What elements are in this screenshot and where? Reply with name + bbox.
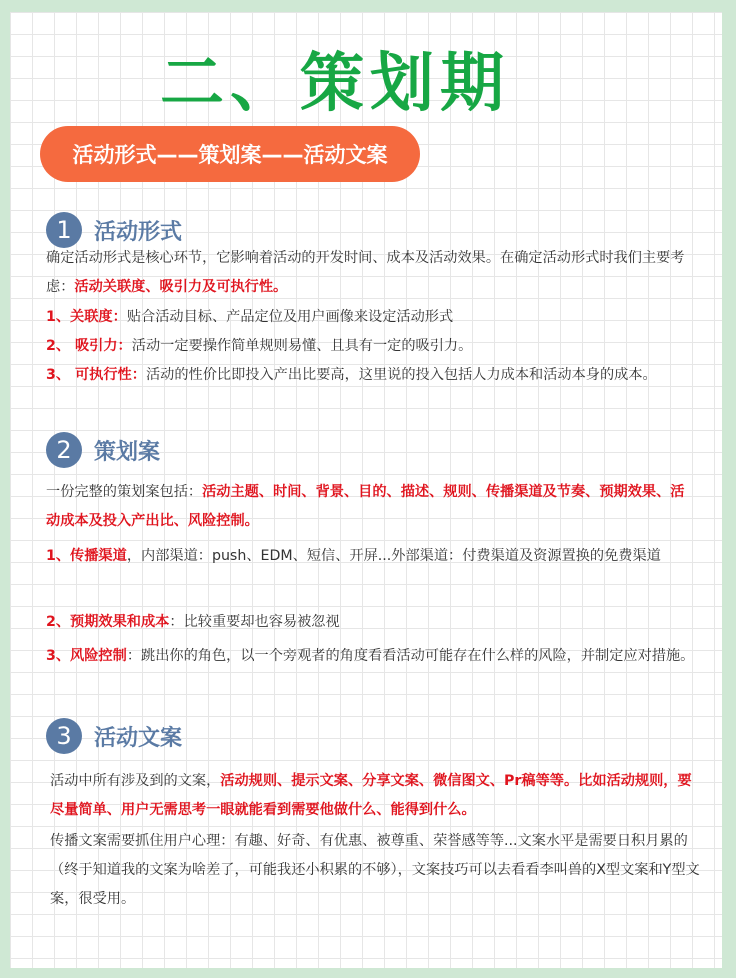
section-2-intro [46,478,698,536]
section-1-item-2 [46,332,698,361]
section-2-item-1 [46,542,698,571]
item-text: 贴合活动目标、产品定位及用户画像来设定活动形式 [126,309,454,325]
section-number-badge: 3 [46,718,82,754]
section-3-para-2: 传播文案需要抓住用户心理：有趣、好奇、有优惠、被尊重、荣誉感等等...文案水平是需要日积月累的（终于知道我的文案为啥差了，可能我还小积累的不够），文案技巧可以去看看李叫兽的X型文案和Y型文案，很受用。 [50,833,700,907]
page [10,12,722,968]
flow-banner: 活动形式——策划案——活动文案 [40,126,420,182]
section-1-item-3 [46,361,698,390]
intro-highlight: 活动关联度、吸引力及可执行性。 [74,279,288,295]
item-label: 2、 吸引力： [46,338,132,354]
section-2-header [46,432,160,468]
section-3-para-1 [50,767,700,825]
item-text: ：跳出你的角色，以一个旁观者的角度看看活动可能存在什么样的风险，并制定应对措施。 [126,648,695,664]
intro-text: 一份完整的策划案包括： [46,484,203,500]
section-number-badge: 2 [46,432,82,468]
para-text: 活动中所有涉及到的文案， [50,773,221,789]
section-1-item-1 [46,303,698,332]
item-label: 1、关联度： [46,309,127,325]
item-label: 3、 可执行性： [46,367,146,383]
item-text: 活动一定要操作简单规则易懂、且具有一定的吸引力。 [131,338,473,354]
section-number-badge: 1 [46,212,82,248]
item-label: 2、预期效果和成本 [46,614,170,630]
intro-highlight: 活动主题、时间、背景、目的、描述、规则、传播渠道及节奏、预期效果、活动成本及投入产出比、风险控制。 [46,484,685,529]
section-2-item-3 [46,642,698,671]
item-text: ，内部渠道：push、EDM、短信、开屏...外部渠道：付费渠道及资源置换的免费渠道 [126,548,661,564]
section-title: 策划案 [94,439,161,465]
section-2-item-2 [46,608,698,637]
section-title: 活动形式 [94,219,183,245]
section-1-header [46,212,182,248]
page-title: 二、策划期 [160,47,510,121]
item-label: 1、传播渠道 [46,548,127,564]
section-title: 活动文案 [94,725,183,751]
para-highlight: 活动规则、提示文案、分享文案、微信图文、Pr稿等等。比如活动规则，要尽量简单、用户无需思考一眼就能看到需要他做什么、能得到什么。 [50,773,692,818]
item-text: 活动的性价比即投入产出比要高，这里说的投入包括人力成本和活动本身的成本。 [145,367,657,383]
item-label: 3、风险控制 [46,648,127,664]
intro-text: 确定活动形式是核心环节，它影响着活动的开发时间、成本及活动效果。在确定活动形式时我们主要考虑： [46,250,685,295]
section-1-intro [46,244,698,302]
section-3-header [46,718,182,754]
item-text: ：比较重要却也容易被忽视 [169,614,340,630]
